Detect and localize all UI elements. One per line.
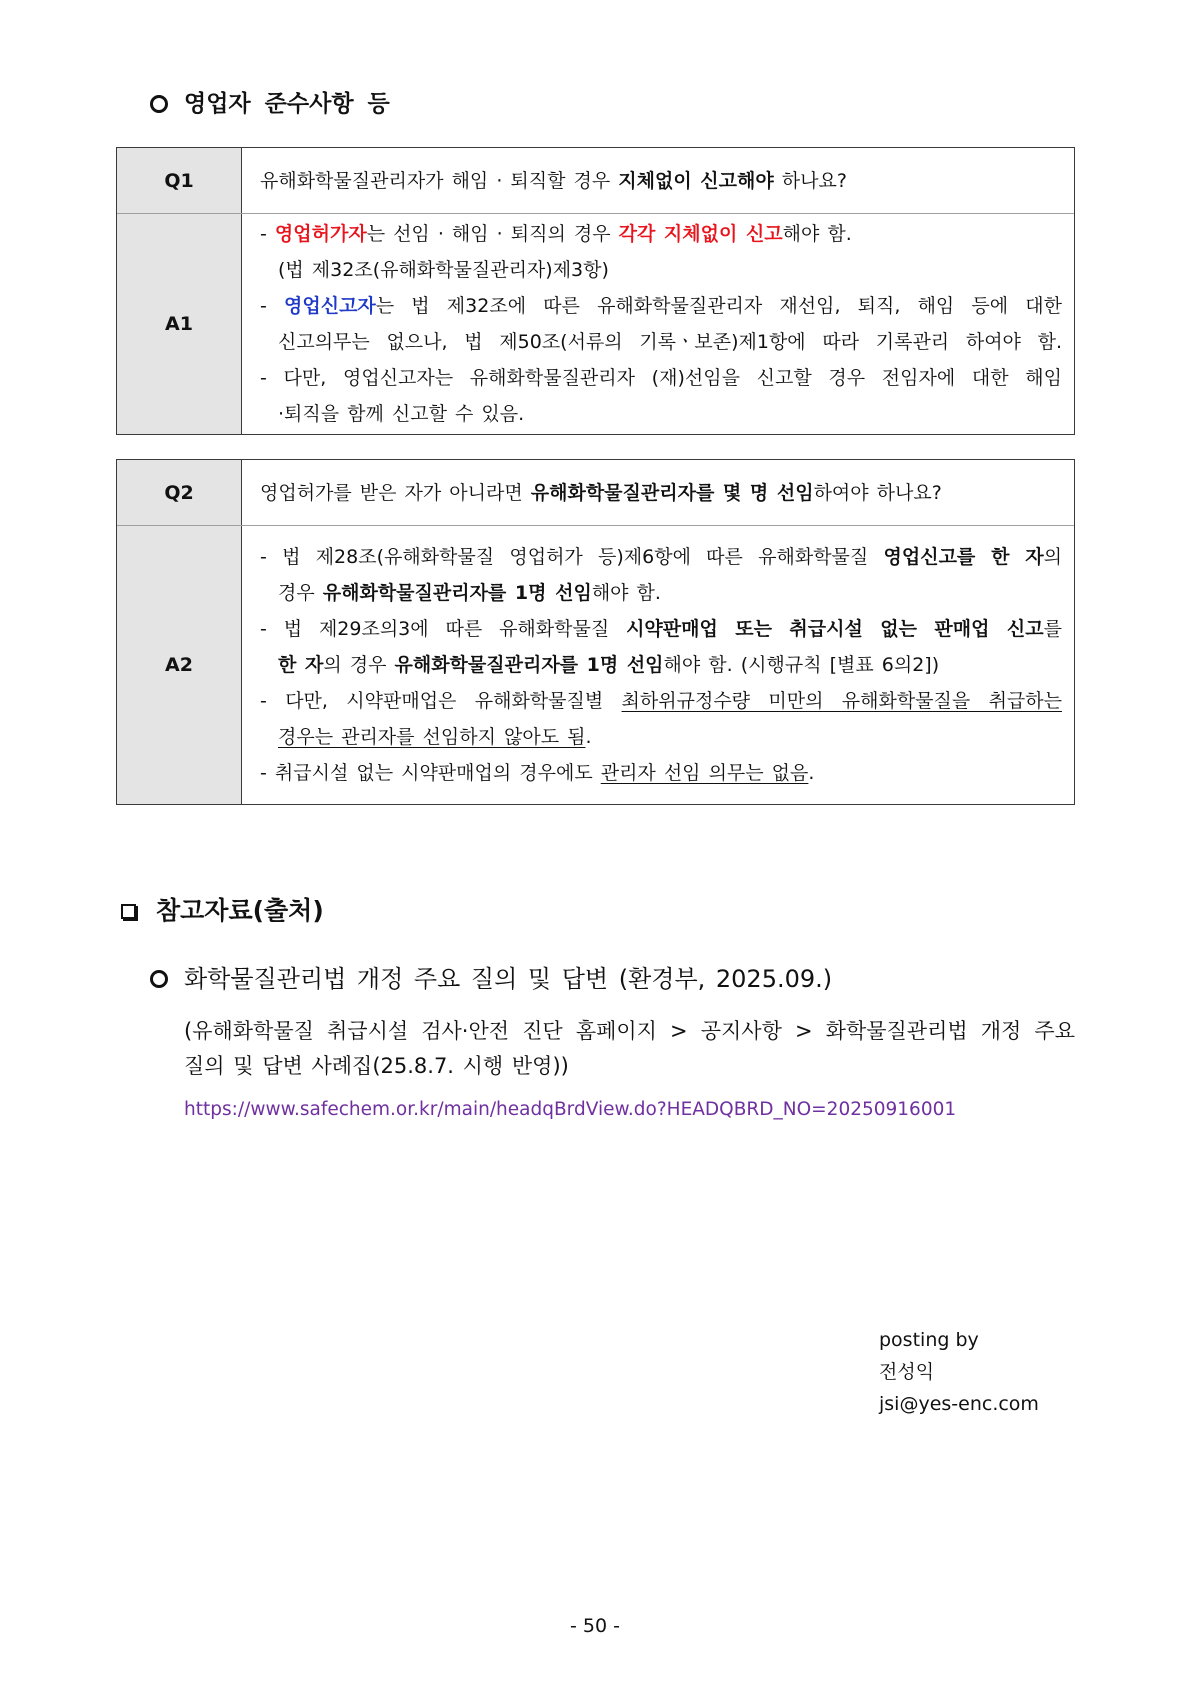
answer-cell (242, 214, 1074, 434)
answer-line (260, 539, 1062, 575)
posting-email: jsi@yes-enc.com (879, 1393, 1039, 1415)
question-label: Q1 (117, 148, 242, 213)
page-number: - 50 - (570, 1615, 620, 1637)
references-heading (121, 895, 324, 927)
reference-item-heading (150, 963, 832, 995)
emphasis-text: 한 자 (278, 654, 324, 676)
text-segment: - 다만, 시약판매업은 유해화학물질별 (260, 690, 622, 712)
answer-line (260, 575, 1062, 611)
circle-bullet-icon (150, 95, 168, 113)
text-segment: - 법 제28조(유해화학물질 영업허가 등)제6항에 따른 유해화학물질 (260, 546, 884, 568)
emphasis-text: 지체없이 신고해야 (618, 169, 774, 192)
answer-line (260, 216, 1062, 252)
text-segment: 해야 함. (시행규칙 [별표 6의2]) (663, 654, 940, 676)
answer-line (260, 252, 1062, 288)
emphasis-text: 영업허가자 (274, 223, 367, 245)
text-segment: . (808, 762, 815, 784)
answer-label: A1 (117, 214, 242, 434)
question-row (117, 148, 1074, 213)
text-segment: 유해화학물질관리자가 해임 · 퇴직할 경우 (260, 169, 619, 192)
text-segment: 영업허가를 받은 자가 아니라면 (260, 481, 531, 504)
section-title: 영업자 준수사항 등 (184, 91, 390, 117)
text-segment: . (585, 726, 592, 748)
reference-source (184, 1014, 1075, 1084)
text-segment: 하나요? (773, 169, 847, 192)
question-cell (242, 460, 1074, 525)
question-cell (242, 148, 1074, 213)
text-segment: ·퇴직을 함께 신고할 수 있음. (278, 403, 525, 425)
question-text (260, 475, 1062, 511)
text-segment: 의 (1043, 546, 1062, 568)
answer-cell (242, 526, 1074, 804)
posting-author: 전성익 (879, 1361, 935, 1383)
text-segment: - 법 제29조의3에 따른 유해화학물질 (260, 618, 627, 640)
reference-item-title: 화학물질관리법 개정 주요 질의 및 답변 (환경부, 2025.09.) (184, 965, 833, 993)
emphasis-text: 각각 지체없이 신고 (618, 223, 783, 245)
emphasis-text: 영업신고를 한 자 (883, 546, 1044, 568)
text-segment: 경우 (278, 582, 323, 604)
posting-block (879, 1324, 1039, 1420)
square-bullet-icon (121, 904, 136, 919)
reference-source-line: (유해화학물질 취급시설 검사·안전 진단 홈페이지 > 공지사항 > 화학물질관리법 개정 주요 (184, 1019, 1075, 1043)
answer-line (260, 719, 1062, 755)
text-segment: - 다만, 영업신고자는 유해화학물질관리자 (재)선임을 신고할 경우 전임자에 대한 해임 (260, 367, 1062, 389)
text-segment: 신고의무는 없으나, 법 제50조(서류의 기록ㆍ보존)제1항에 따라 기록관리 하여야 함. (278, 331, 1062, 353)
emphasis-text: 유해화학물질관리자를 1명 선임 (394, 654, 664, 676)
question-row (117, 460, 1074, 525)
answer-label: A2 (117, 526, 242, 804)
text-segment: - (260, 223, 275, 245)
underlined-text: 최하위규정수량 미만의 유해화학물질을 취급하는 (621, 690, 1062, 712)
answer-line (260, 324, 1062, 360)
references-title: 참고자료(출처) (156, 896, 324, 925)
answer-line (260, 288, 1062, 324)
answer-line (260, 683, 1062, 719)
answer-row (117, 525, 1074, 804)
text-segment: 의 경우 (323, 654, 395, 676)
question-text (260, 163, 1062, 199)
emphasis-text: 시약판매업 또는 취급시설 없는 판매업 신고 (626, 618, 1044, 640)
text-segment: (법 제32조(유해화학물질관리자)제3항) (278, 259, 609, 281)
faq-table-q2 (116, 459, 1075, 805)
circle-bullet-icon (150, 970, 168, 988)
answer-row (117, 213, 1074, 434)
posting-label: posting by (879, 1329, 979, 1351)
emphasis-text: 유해화학물질관리자를 1명 선임 (322, 582, 592, 604)
underlined-text: 관리자 선임 의무는 없음 (600, 762, 809, 784)
text-segment: 해야 함. (782, 223, 852, 245)
underlined-text: 경우는 관리자를 선임하지 않아도 됨 (278, 726, 586, 748)
answer-line (260, 396, 1062, 432)
section-heading (150, 88, 390, 120)
answer-line (260, 360, 1062, 396)
emphasis-text: 유해화학물질관리자를 몇 명 선임 (530, 481, 814, 504)
reference-link[interactable]: https://www.safechem.or.kr/main/headqBrdView.do?HEADQBRD_NO=20250916001 (184, 1099, 957, 1120)
text-segment: 해야 함. (591, 582, 661, 604)
text-segment: 하여야 하나요? (813, 481, 942, 504)
answer-line (260, 611, 1062, 647)
answer-line (260, 755, 1062, 791)
faq-table-q1 (116, 147, 1075, 435)
question-label: Q2 (117, 460, 242, 525)
text-segment: 를 (1043, 618, 1063, 640)
emphasis-text: 영업신고자 (284, 295, 376, 317)
text-segment: 는 법 제32조에 따른 유해화학물질관리자 재선임, 퇴직, 해임 등에 대한 (375, 295, 1062, 317)
reference-source-line: 질의 및 답변 사례집(25.8.7. 시행 반영)) (184, 1054, 569, 1078)
text-segment: - 취급시설 없는 시약판매업의 경우에도 (260, 762, 601, 784)
text-segment: 는 선임 · 해임 · 퇴직의 경우 (366, 223, 619, 245)
answer-line (260, 647, 1062, 683)
text-segment: - (260, 295, 285, 317)
